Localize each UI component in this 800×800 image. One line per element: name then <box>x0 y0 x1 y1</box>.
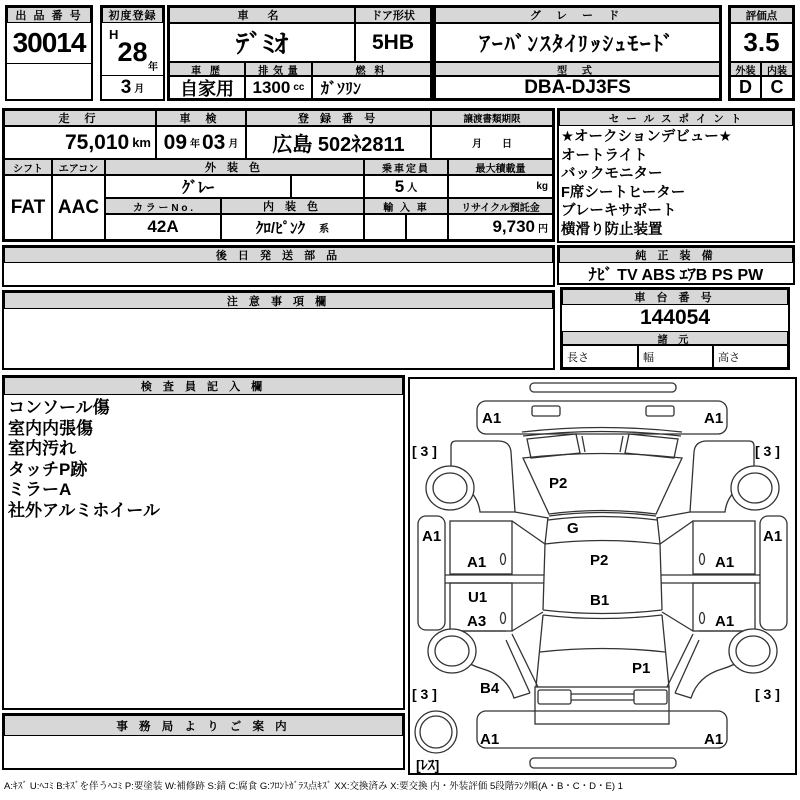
first-registration-year <box>102 23 163 75</box>
inspection-label: 車 検 <box>156 110 246 126</box>
mark-tire-rear-right: [ 3 ] <box>755 686 780 702</box>
exterior-grade-value: D <box>730 76 761 99</box>
mark-sill-right: A1 <box>763 528 783 545</box>
inspector-box <box>2 375 405 710</box>
windshield <box>545 513 660 545</box>
length-cell: 長さ <box>562 345 638 368</box>
inspector-note: タッチP跡 <box>8 459 88 479</box>
score-value: 3.5 <box>730 23 793 62</box>
mark-door-front-right: A1 <box>715 554 735 571</box>
score-box <box>728 5 795 101</box>
mileage-label: 走 行 <box>4 110 156 126</box>
hood <box>523 454 682 515</box>
auction-number-label: 出 品 番 号 <box>7 7 91 23</box>
office-label: 事 務 局 よ り ご 案 内 <box>4 715 403 736</box>
mark-door-rear-left-upper: U1 <box>468 589 488 606</box>
chassis-box <box>560 287 790 370</box>
interior-color-label: 内 装 色 <box>221 198 364 214</box>
first-registration-label: 初度登録 <box>102 7 163 23</box>
door-shape-label: ドア形状 <box>355 7 431 23</box>
recycle-value: 9,730 円 <box>448 214 553 240</box>
dimensions-label: 諸 元 <box>562 331 788 345</box>
capacity-value: 5 人 <box>364 175 448 198</box>
auction-number-empty-cell <box>7 63 91 99</box>
import-label: 輸 入 車 <box>364 198 448 214</box>
inspector-note: 社外アルミホイール <box>8 500 160 520</box>
first-registration-month <box>102 75 163 99</box>
mark-windshield: G <box>567 520 579 537</box>
car-name-box <box>167 5 433 101</box>
inspection-value: 09 年 03 月 <box>156 126 246 159</box>
cautions-box <box>2 290 555 370</box>
sales-point: ★オークションデビュー★ <box>561 129 732 145</box>
height-cell: 高さ <box>713 345 788 368</box>
era-letter: H <box>109 27 119 42</box>
displacement-unit: cc <box>293 82 305 93</box>
interior-color-value: ｸﾛ/ﾋﾟﾝｸ 系 <box>221 214 364 240</box>
transfer-deadline-value: 月 日 <box>431 126 553 159</box>
grade-value: ｱｰﾊﾞﾝｽﾀｲﾘｯｼｭﾓｰﾄﾞ <box>435 23 720 62</box>
equipment-box <box>557 245 795 285</box>
car-name-value: ﾃﾞﾐｵ <box>169 23 355 62</box>
interior-grade-label: 内装 <box>761 62 793 76</box>
front-molding <box>530 383 676 392</box>
score-label: 評価点 <box>730 7 793 23</box>
color-no-label: カ ラ ー N o . <box>105 198 221 214</box>
equipment-label: 純 正 装 備 <box>559 247 793 263</box>
width-cell: 幅 <box>638 345 713 368</box>
history-label: 車 歴 <box>169 62 245 76</box>
history-value: 自家用 <box>169 76 245 99</box>
ac-label: エアコン <box>52 159 105 175</box>
fog-light-left <box>532 406 560 416</box>
mark-tire-front-left: [ 3 ] <box>412 443 437 459</box>
model-code-label: 型 式 <box>435 62 720 76</box>
mark-hatch: P1 <box>632 660 651 677</box>
later-parts-label: 後 日 発 送 部 品 <box>4 247 553 263</box>
ac-value: AAC <box>52 175 105 240</box>
inspector-note: 室内汚れ <box>8 439 76 458</box>
reg-year: 28 <box>117 36 148 67</box>
mark-roof: P2 <box>590 552 609 569</box>
mark-door-front-left: A1 <box>467 554 487 571</box>
inspector-note: 室内内張傷 <box>8 418 93 438</box>
door-shape-value: 5HB <box>355 23 431 62</box>
payload-label: 最大積載量 <box>448 159 553 175</box>
fog-light-right <box>646 406 674 416</box>
color-no-value: 42A <box>105 214 221 240</box>
displacement-value: 1300 cc <box>245 76 312 99</box>
front-bumper <box>477 401 727 434</box>
door-handle <box>501 554 506 565</box>
mark-quarter-left: B4 <box>480 680 500 697</box>
mileage-unit: km <box>132 135 151 150</box>
mileage-value: 75,010 km <box>4 126 156 159</box>
grade-box <box>433 5 722 101</box>
auction-number-value: 30014 <box>12 27 86 58</box>
displacement-label: 排 気 量 <box>245 62 312 76</box>
shift-label: シフト <box>4 159 52 175</box>
sales-point: F席シートヒーター <box>561 184 686 201</box>
mark-door-rear-left-lower: A3 <box>467 613 487 630</box>
first-registration-box <box>100 5 165 101</box>
sales-point: 横滑り防止装置 <box>561 221 663 238</box>
mark-spare-tire: [ﾚｽ] <box>416 757 440 773</box>
fuel-label: 燃 料 <box>312 62 431 76</box>
import-cell-2 <box>406 214 448 240</box>
mark-front-bumper-right: A1 <box>704 410 724 427</box>
grade-label: グ レ ー ド <box>435 7 720 23</box>
office-box <box>2 713 405 770</box>
capacity-unit: 人 <box>407 183 418 194</box>
door-handle <box>501 613 506 624</box>
cautions-label: 注 意 事 項 欄 <box>4 292 553 309</box>
rear-bumper <box>477 711 727 748</box>
recycle-unit: 円 <box>538 223 548 235</box>
shift-value: FAT <box>4 175 52 240</box>
exterior-color-extra-cell <box>291 175 364 198</box>
capacity-label: 乗車定員 <box>364 159 448 175</box>
tail-panel <box>535 687 669 724</box>
mark-door-rear-right: A1 <box>715 613 735 630</box>
damage-diagram-box <box>408 377 797 775</box>
fuel-value: ｶﾞｿﾘﾝ <box>312 76 431 99</box>
later-parts-box <box>2 245 555 287</box>
plate-bracket-left <box>538 690 571 704</box>
car-damage-diagram <box>410 379 795 773</box>
mark-tire-front-right: [ 3 ] <box>755 443 780 459</box>
equipment-value: ﾅﾋﾞ TV ABS ｴｱB PS PW <box>588 266 764 283</box>
year-suffix: 年 <box>148 62 158 73</box>
door-handle <box>700 554 705 565</box>
payload-unit: kg <box>536 181 548 192</box>
rear-molding <box>530 758 676 768</box>
reg-month: 3 <box>120 76 132 98</box>
import-cell-1 <box>364 214 406 240</box>
sales-point: オートライト <box>561 147 648 164</box>
sales-points-list <box>561 128 791 240</box>
exterior-color-value: ｸﾞﾚｰ <box>105 175 291 198</box>
chassis-label: 車 台 番 号 <box>562 289 788 305</box>
mark-rear-bumper-left: A1 <box>480 731 500 748</box>
registration-number-label: 登 録 番 号 <box>246 110 431 126</box>
sales-point: バックモニター <box>561 166 663 183</box>
inspector-notes-list <box>8 398 398 521</box>
registration-number-value: 広島 502ﾈ2811 <box>246 126 431 159</box>
plate-bracket-right <box>634 690 667 704</box>
sales-points-box <box>557 108 795 243</box>
mark-sill-left: A1 <box>422 528 442 545</box>
auction-number-box <box>5 5 93 101</box>
exterior-color-label: 外 装 色 <box>105 159 364 175</box>
mark-hood: P2 <box>549 475 568 492</box>
interior-grade-value: C <box>761 76 793 99</box>
car-name-label: 車 名 <box>169 7 355 23</box>
inspector-note: コンソール傷 <box>8 398 110 417</box>
inspector-note: ミラーA <box>8 480 72 499</box>
model-code-value: DBA-DJ3FS <box>435 76 720 99</box>
interior-color-suffix: 系 <box>319 223 330 235</box>
mark-front-bumper-left: A1 <box>482 410 502 427</box>
mark-rear-bumper-right: A1 <box>704 731 724 748</box>
recycle-label: リサイクル預託金 <box>448 198 553 214</box>
inspector-label: 検 査 員 記 入 欄 <box>4 377 403 395</box>
mark-tire-rear-left: [ 3 ] <box>412 686 437 702</box>
exterior-grade-label: 外装 <box>730 62 761 76</box>
month-suffix: 月 <box>134 84 145 95</box>
sales-point: ブレーキサポート <box>561 203 677 220</box>
chassis-value: 144054 <box>639 306 711 329</box>
spec-grid-box <box>2 108 555 242</box>
mark-roof-rear: B1 <box>590 592 610 609</box>
payload-value <box>448 175 553 198</box>
sales-points-label: セ ー ル ス ポ イ ン ト <box>559 110 793 126</box>
damage-code-legend: A:ｷｽﾞ U:ﾍｺﾐ B:ｷｽﾞを伴うﾍｺﾐ P:要塗装 W:補修跡 S:錆 C:腐食 G:ﾌﾛﾝﾄｶﾞﾗｽ点ｷｽﾞ XX:交換済み X:要交換 内・外装評価 5段階ﾗﾝｸ順(A・B・C・D・E) 1 <box>4 781 623 792</box>
transfer-deadline-label: 譲渡書類期限 <box>431 110 553 126</box>
door-handle <box>700 613 705 624</box>
